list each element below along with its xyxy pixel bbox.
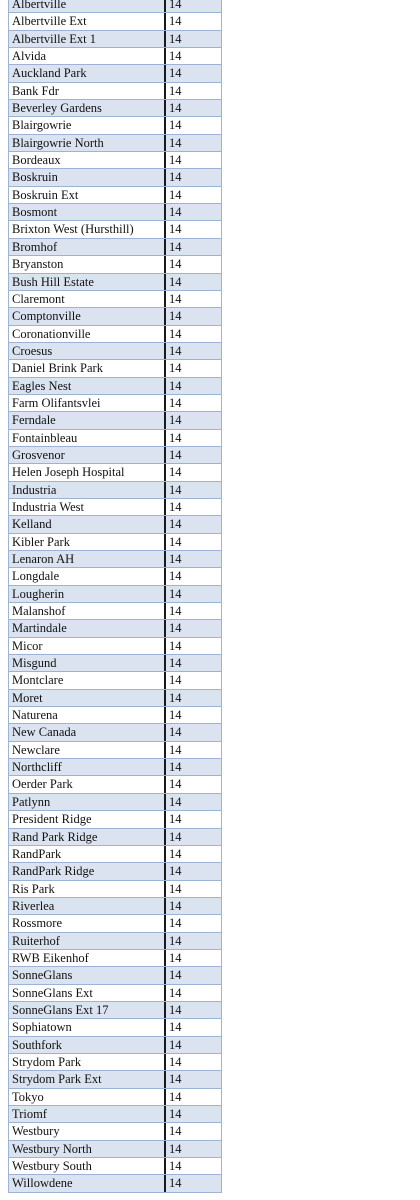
value-cell: 14 <box>169 118 182 133</box>
table-row <box>8 638 222 655</box>
suburb-name-cell: Rossmore <box>9 915 166 931</box>
value-cell: 14 <box>169 257 182 272</box>
value-cell: 14 <box>169 187 182 202</box>
table-row <box>8 308 222 325</box>
table-row <box>8 690 222 707</box>
value-cell: 14 <box>169 135 182 150</box>
value-cell: 14 <box>169 66 182 81</box>
table-row <box>8 655 222 672</box>
table-row <box>8 967 222 984</box>
suburb-name-cell: Sophiatown <box>9 1019 166 1035</box>
value-cell: 14 <box>169 933 182 948</box>
suburb-table <box>8 0 222 1193</box>
value-cell: 14 <box>169 465 182 480</box>
suburb-name-cell: Bush Hill Estate <box>9 274 166 290</box>
suburb-name-cell: Misgund <box>9 655 166 671</box>
table-row <box>8 742 222 759</box>
suburb-name-cell: Malanshof <box>9 603 166 619</box>
suburb-name-cell: Brixton West (Hursthill) <box>9 221 166 237</box>
table-row <box>8 447 222 464</box>
value-cell: 14 <box>169 604 182 619</box>
suburb-name-cell: Ruiterhof <box>9 933 166 949</box>
suburb-name-cell: Triomf <box>9 1106 166 1122</box>
table-row <box>8 360 222 377</box>
suburb-name-cell: Willowdene <box>9 1175 166 1191</box>
table-row <box>8 568 222 585</box>
table-row <box>8 586 222 603</box>
table-row <box>8 985 222 1002</box>
suburb-name-cell: Bromhof <box>9 239 166 255</box>
suburb-name-cell: Westbury South <box>9 1158 166 1174</box>
table-row <box>8 863 222 880</box>
table-row <box>8 204 222 221</box>
suburb-name-cell: Strydom Park Ext <box>9 1071 166 1087</box>
table-row <box>8 482 222 499</box>
table-row <box>8 1106 222 1123</box>
table-row <box>8 915 222 932</box>
suburb-name-cell: Bryanston <box>9 256 166 272</box>
value-cell: 14 <box>169 777 182 792</box>
table-row <box>8 1175 222 1192</box>
suburb-name-cell: SonneGlans <box>9 967 166 983</box>
value-cell: 14 <box>169 812 182 827</box>
table-row <box>8 950 222 967</box>
value-cell: 14 <box>169 829 182 844</box>
value-cell: 14 <box>169 14 182 29</box>
value-cell: 14 <box>169 968 182 983</box>
suburb-name-cell: Coronationville <box>9 326 166 342</box>
table-row <box>8 724 222 741</box>
suburb-name-cell: Naturena <box>9 707 166 723</box>
table-row <box>8 1054 222 1071</box>
suburb-name-cell: Albertville <box>9 0 166 12</box>
table-row <box>8 672 222 689</box>
table-row <box>8 759 222 776</box>
value-cell: 14 <box>169 638 182 653</box>
value-cell: 14 <box>169 1124 182 1139</box>
table-row <box>8 933 222 950</box>
table-row <box>8 846 222 863</box>
value-cell: 14 <box>169 517 182 532</box>
value-cell: 14 <box>169 447 182 462</box>
suburb-name-cell: Oerder Park <box>9 776 166 792</box>
value-cell: 14 <box>169 1037 182 1052</box>
suburb-name-cell: Boskruin <box>9 169 166 185</box>
suburb-name-cell: SonneGlans Ext 17 <box>9 1002 166 1018</box>
table-row <box>8 117 222 134</box>
suburb-name-cell: Helen Joseph Hospital <box>9 464 166 480</box>
suburb-name-cell: Comptonville <box>9 308 166 324</box>
value-cell: 14 <box>169 274 182 289</box>
suburb-name-cell: Blairgowrie North <box>9 135 166 151</box>
value-cell: 14 <box>169 656 182 671</box>
value-cell: 14 <box>169 291 182 306</box>
value-cell: 14 <box>169 673 182 688</box>
suburb-name-cell: Croesus <box>9 343 166 359</box>
suburb-name-cell: SonneGlans Ext <box>9 985 166 1001</box>
suburb-name-cell: Rand Park Ridge <box>9 829 166 845</box>
table-row <box>8 1071 222 1088</box>
table-row <box>8 100 222 117</box>
suburb-name-cell: RandPark Ridge <box>9 863 166 879</box>
suburb-name-cell: Tokyo <box>9 1089 166 1105</box>
table-row <box>8 1089 222 1106</box>
suburb-name-cell: Montclare <box>9 672 166 688</box>
table-row <box>8 343 222 360</box>
suburb-name-cell: Kibler Park <box>9 534 166 550</box>
table-row <box>8 395 222 412</box>
value-cell: 14 <box>169 846 182 861</box>
table-row <box>8 794 222 811</box>
suburb-name-cell: Martindale <box>9 620 166 636</box>
value-cell: 14 <box>169 49 182 64</box>
table-row <box>8 811 222 828</box>
value-cell: 14 <box>169 101 182 116</box>
suburb-name-cell: Northcliff <box>9 759 166 775</box>
value-cell: 14 <box>169 395 182 410</box>
suburb-name-cell: Claremont <box>9 291 166 307</box>
value-cell: 14 <box>169 31 182 46</box>
value-cell: 14 <box>169 343 182 358</box>
table-row <box>8 551 222 568</box>
suburb-name-cell: Industria <box>9 482 166 498</box>
value-cell: 14 <box>169 794 182 809</box>
suburb-name-cell: New Canada <box>9 724 166 740</box>
value-cell: 14 <box>169 170 182 185</box>
suburb-name-cell: RWB Eikenhof <box>9 950 166 966</box>
value-cell: 14 <box>169 534 182 549</box>
value-cell: 14 <box>169 1089 182 1104</box>
value-cell: 14 <box>169 222 182 237</box>
value-cell: 14 <box>169 881 182 896</box>
table-row <box>8 239 222 256</box>
table-row <box>8 31 222 48</box>
suburb-name-cell: Fontainbleau <box>9 430 166 446</box>
table-row <box>8 169 222 186</box>
value-cell: 14 <box>169 708 182 723</box>
suburb-name-cell: Ferndale <box>9 412 166 428</box>
table-row <box>8 1019 222 1036</box>
table-row <box>8 898 222 915</box>
suburb-name-cell: Eagles Nest <box>9 378 166 394</box>
suburb-name-cell: Lougherin <box>9 586 166 602</box>
suburb-name-cell: Newclare <box>9 742 166 758</box>
suburb-name-cell: Farm Olifantsvlei <box>9 395 166 411</box>
suburb-name-cell: Bank Fdr <box>9 83 166 99</box>
value-cell: 14 <box>169 153 182 168</box>
value-cell: 14 <box>169 205 182 220</box>
table-row <box>8 881 222 898</box>
value-cell: 14 <box>169 1020 182 1035</box>
table-row <box>8 430 222 447</box>
value-cell: 14 <box>169 916 182 931</box>
table-row <box>8 48 222 65</box>
table-row <box>8 516 222 533</box>
value-cell: 14 <box>169 950 182 965</box>
value-cell: 14 <box>169 760 182 775</box>
table-row <box>8 1037 222 1054</box>
table-row <box>8 620 222 637</box>
value-cell: 14 <box>169 326 182 341</box>
suburb-name-cell: Westbury <box>9 1123 166 1139</box>
table-row <box>8 65 222 82</box>
suburb-name-cell: President Ridge <box>9 811 166 827</box>
table-row <box>8 1002 222 1019</box>
table-row <box>8 13 222 30</box>
suburb-name-cell: Ris Park <box>9 881 166 897</box>
suburb-name-cell: Beverley Gardens <box>9 100 166 116</box>
table-row <box>8 187 222 204</box>
table-row <box>8 534 222 551</box>
value-cell: 14 <box>169 499 182 514</box>
suburb-name-cell: Southfork <box>9 1037 166 1053</box>
value-cell: 14 <box>169 430 182 445</box>
value-cell: 14 <box>169 1054 182 1069</box>
suburb-name-cell: Albertville Ext <box>9 13 166 29</box>
suburb-name-cell: Patlynn <box>9 794 166 810</box>
table-row <box>8 378 222 395</box>
value-cell: 14 <box>169 690 182 705</box>
suburb-name-cell: Longdale <box>9 568 166 584</box>
value-cell: 14 <box>169 1072 182 1087</box>
value-cell: 14 <box>169 725 182 740</box>
suburb-name-cell: Grosvenor <box>9 447 166 463</box>
table-row <box>8 0 222 13</box>
suburb-name-cell: Blairgowrie <box>9 117 166 133</box>
table-row <box>8 274 222 291</box>
value-cell: 14 <box>169 569 182 584</box>
value-cell: 14 <box>169 1176 182 1191</box>
value-cell: 14 <box>169 1141 182 1156</box>
value-cell: 14 <box>169 413 182 428</box>
suburb-name-cell: Riverlea <box>9 898 166 914</box>
suburb-name-cell: Alvida <box>9 48 166 64</box>
suburb-name-cell: Strydom Park <box>9 1054 166 1070</box>
value-cell: 14 <box>169 742 182 757</box>
table-row <box>8 135 222 152</box>
suburb-name-cell: RandPark <box>9 846 166 862</box>
value-cell: 14 <box>169 239 182 254</box>
suburb-name-cell: Auckland Park <box>9 65 166 81</box>
value-cell: 14 <box>169 552 182 566</box>
value-cell: 14 <box>169 482 182 497</box>
value-cell: 14 <box>169 309 182 324</box>
table-row <box>8 707 222 724</box>
table-row <box>8 221 222 238</box>
suburb-name-cell: Daniel Brink Park <box>9 360 166 376</box>
table-row <box>8 829 222 846</box>
table-row <box>8 776 222 793</box>
table-row <box>8 326 222 343</box>
table-row <box>8 464 222 481</box>
value-cell: 14 <box>169 361 182 376</box>
suburb-name-cell: Westbury North <box>9 1141 166 1157</box>
value-cell: 14 <box>169 0 182 11</box>
value-cell: 14 <box>169 864 182 879</box>
value-cell: 14 <box>169 985 182 1000</box>
value-cell: 14 <box>169 898 182 913</box>
table-row <box>8 256 222 273</box>
suburb-name-cell: Lenaron AH <box>9 551 166 567</box>
value-cell: 14 <box>169 83 182 98</box>
table-row <box>8 83 222 100</box>
table-row <box>8 1141 222 1158</box>
value-cell: 14 <box>169 586 182 601</box>
suburb-name-cell: Albertville Ext 1 <box>9 31 166 47</box>
suburb-name-cell: Moret <box>9 690 166 706</box>
table-row <box>8 412 222 429</box>
table-row <box>8 603 222 620</box>
table-row <box>8 152 222 169</box>
table-row <box>8 499 222 516</box>
table-row <box>8 1158 222 1175</box>
suburb-name-cell: Boskruin Ext <box>9 187 166 203</box>
suburb-name-cell: Micor <box>9 638 166 654</box>
value-cell: 14 <box>169 1159 182 1174</box>
table-row <box>8 291 222 308</box>
suburb-name-cell: Bordeaux <box>9 152 166 168</box>
value-cell: 14 <box>169 378 182 393</box>
suburb-name-cell: Industria West <box>9 499 166 515</box>
suburb-name-cell: Kelland <box>9 516 166 532</box>
value-cell: 14 <box>169 1002 182 1017</box>
suburb-name-cell: Bosmont <box>9 204 166 220</box>
table-row <box>8 1123 222 1140</box>
value-cell: 14 <box>169 621 182 636</box>
value-cell: 14 <box>169 1107 182 1121</box>
